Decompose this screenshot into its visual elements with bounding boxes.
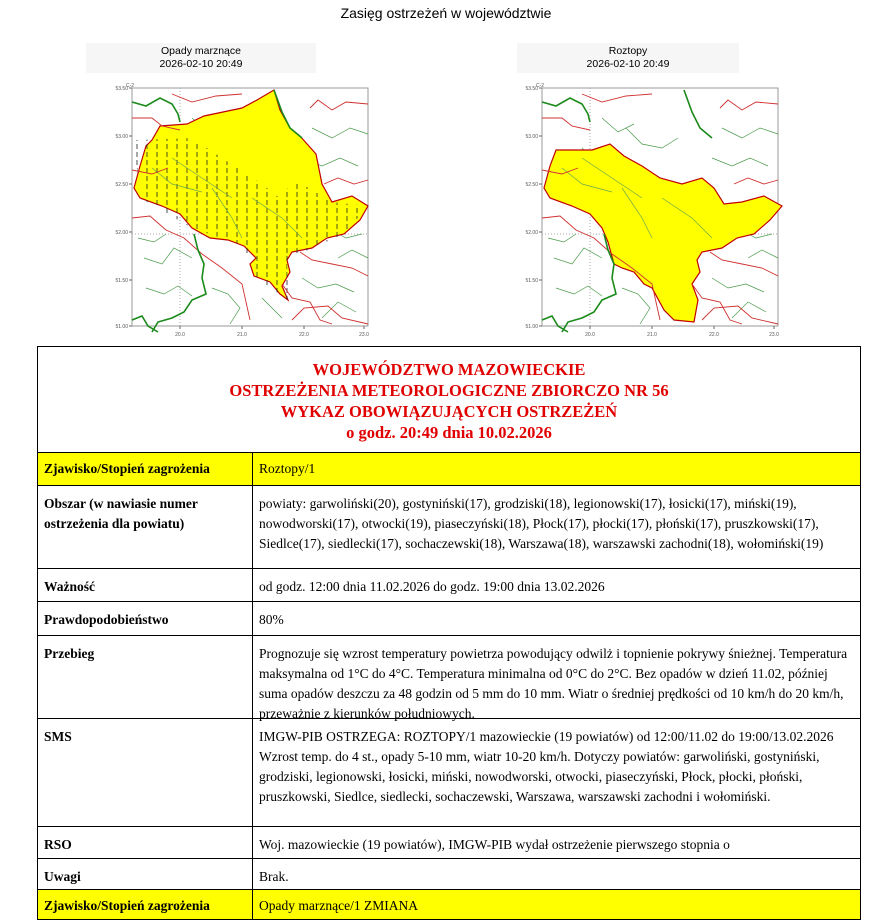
lon-tick-label: 20.0 [585,332,595,338]
row-label: Uwagi [38,859,253,889]
page-title: Zasięg ostrzeżeń w województwie [340,5,552,21]
row-value: Opady marznące/1 ZMIANA [259,898,418,913]
row-value: 80% [259,612,284,627]
lat-tick-label: 52.50 [115,182,128,188]
row-label: SMS [38,719,253,826]
warning-map-thaw [518,82,788,344]
lat-tick-label: 53.00 [115,134,128,140]
row-label: Przebieg [38,636,253,718]
row-value: Woj. mazowieckie (19 powiatów), IMGW-PIB wydał ostrzeżenie pierwszego stopnia o [259,837,730,852]
row-probability [38,602,860,636]
lon-tick-label: 21.0 [647,332,657,338]
row-sms [38,719,860,827]
map-corner-label: C-2 [126,83,135,89]
lon-tick-label: 22.0 [709,332,719,338]
row-value: Brak. [259,869,289,884]
map-caption [517,43,739,73]
row-phenomenon [38,453,860,486]
banner-bulletin-number: OSTRZEŻENIA METEOROLOGICZNE ZBIORCZO NR 56 [229,381,669,400]
lat-tick-label: 51.00 [115,324,128,330]
warning-map-freezing-rain [108,82,370,344]
row-label: Zjawisko/Stopień zagrożenia [38,890,253,919]
row-value: IMGW-PIB OSTRZEGA: ROZTOPY/1 mazowieckie (19 powiatów) od 12:00/11.02 do 19:00/13.02.2026 Wzrost temp. do 4 st., opady 5-10 mm, wiatr 10-20 km/h. Dotyczy powiatów: garwoliński, gostyniński, grodziski, legionowski, łosicki, miński, nowodworski, otwocki, piaseczyński, Płock, płocki, płoński, pruszkowski, Siedlce, siedlecki, sochaczewski, Warszawa, warszawski zachodni i wołomiński. [259,729,834,804]
map-caption-title: Opady marznące [161,45,241,57]
map-caption-title: Roztopy [608,45,648,57]
map-caption-time: 2026-02-10 20:49 [586,58,670,70]
lat-tick-label: 51.00 [525,324,538,330]
row-value: Prognozuje się wzrost temperatury powietrza powodujący odwilż i topnienie pokrywy śnieżnej. Temperatura maksymalna od 1°C do 4°C. Temperatura minimalna od 0°C do 2°C. Bez opadów w dzień 11.02, później suma opadów deszczu za 48 godzin od 5 mm do 10 mm. Wiatr o średniej prędkości od 10 km/h do 20 km/h, przeważnie z kierunków południowych. [259,646,848,721]
map-panel-freezing-rain [86,43,316,73]
row-course [38,636,860,719]
lat-tick-label: 53.50 [115,86,128,92]
map-caption-time: 2026-02-10 20:49 [159,58,243,70]
row-phenomenon-2 [38,890,860,919]
row-remarks [38,859,860,890]
lon-tick-label: 20.0 [175,332,185,338]
lon-tick-label: 22.0 [299,332,309,338]
banner-issue-time: o godz. 20:49 dnia 10.02.2026 [346,423,552,442]
lat-tick-label: 52.00 [115,230,128,236]
warning-table [37,346,861,920]
row-label: Prawdopodobieństwo [38,602,253,635]
row-label: RSO [38,827,253,858]
map-caption [86,43,316,73]
row-label: Zjawisko/Stopień zagrożenia [38,453,253,485]
lon-tick-label: 21.0 [237,332,247,338]
row-area [38,486,860,569]
map-corner-label: C-2 [536,83,545,89]
row-value: Roztopy/1 [259,461,316,476]
map-plot [542,88,782,332]
row-label: Obszar (w nawiasie numer ostrzeżenia dla powiatu) [38,486,253,568]
row-validity [38,569,860,602]
map-panel-thaw [517,43,739,73]
lat-tick-label: 51.50 [115,278,128,284]
banner-region: WOJEWÓDZTWO MAZOWIECKIE [312,360,586,379]
lon-tick-label: 23.0 [769,332,779,338]
lat-tick-label: 53.00 [525,134,538,140]
row-value: od godz. 12:00 dnia 11.02.2026 do godz. 19:00 dnia 13.02.2026 [259,579,605,594]
row-rso [38,827,860,859]
row-value: powiaty: garwoliński(20), gostyniński(17), grodziski(18), legionowski(17), łosicki(17), miński(19), nowodworski(17), otwocki(19), piaseczyński(18), Płock(17), płocki(17), płoński(17), pruszkowski(17), Siedlce(17), siedlecki(17), sochaczewski(18), Warszawa(18), warszawski zachodni(18), wołomiński(19) [259,496,824,551]
row-label: Ważność [38,569,253,601]
banner-list-title: WYKAZ OBOWIĄZUJĄCYCH OSTRZEŻEŃ [280,402,618,421]
lon-tick-label: 23.0 [359,332,369,338]
lat-tick-label: 53.50 [525,86,538,92]
map-plot [132,88,368,332]
lat-tick-label: 52.00 [525,230,538,236]
lat-tick-label: 51.50 [525,278,538,284]
warning-banner [38,347,860,453]
lat-tick-label: 52.50 [525,182,538,188]
